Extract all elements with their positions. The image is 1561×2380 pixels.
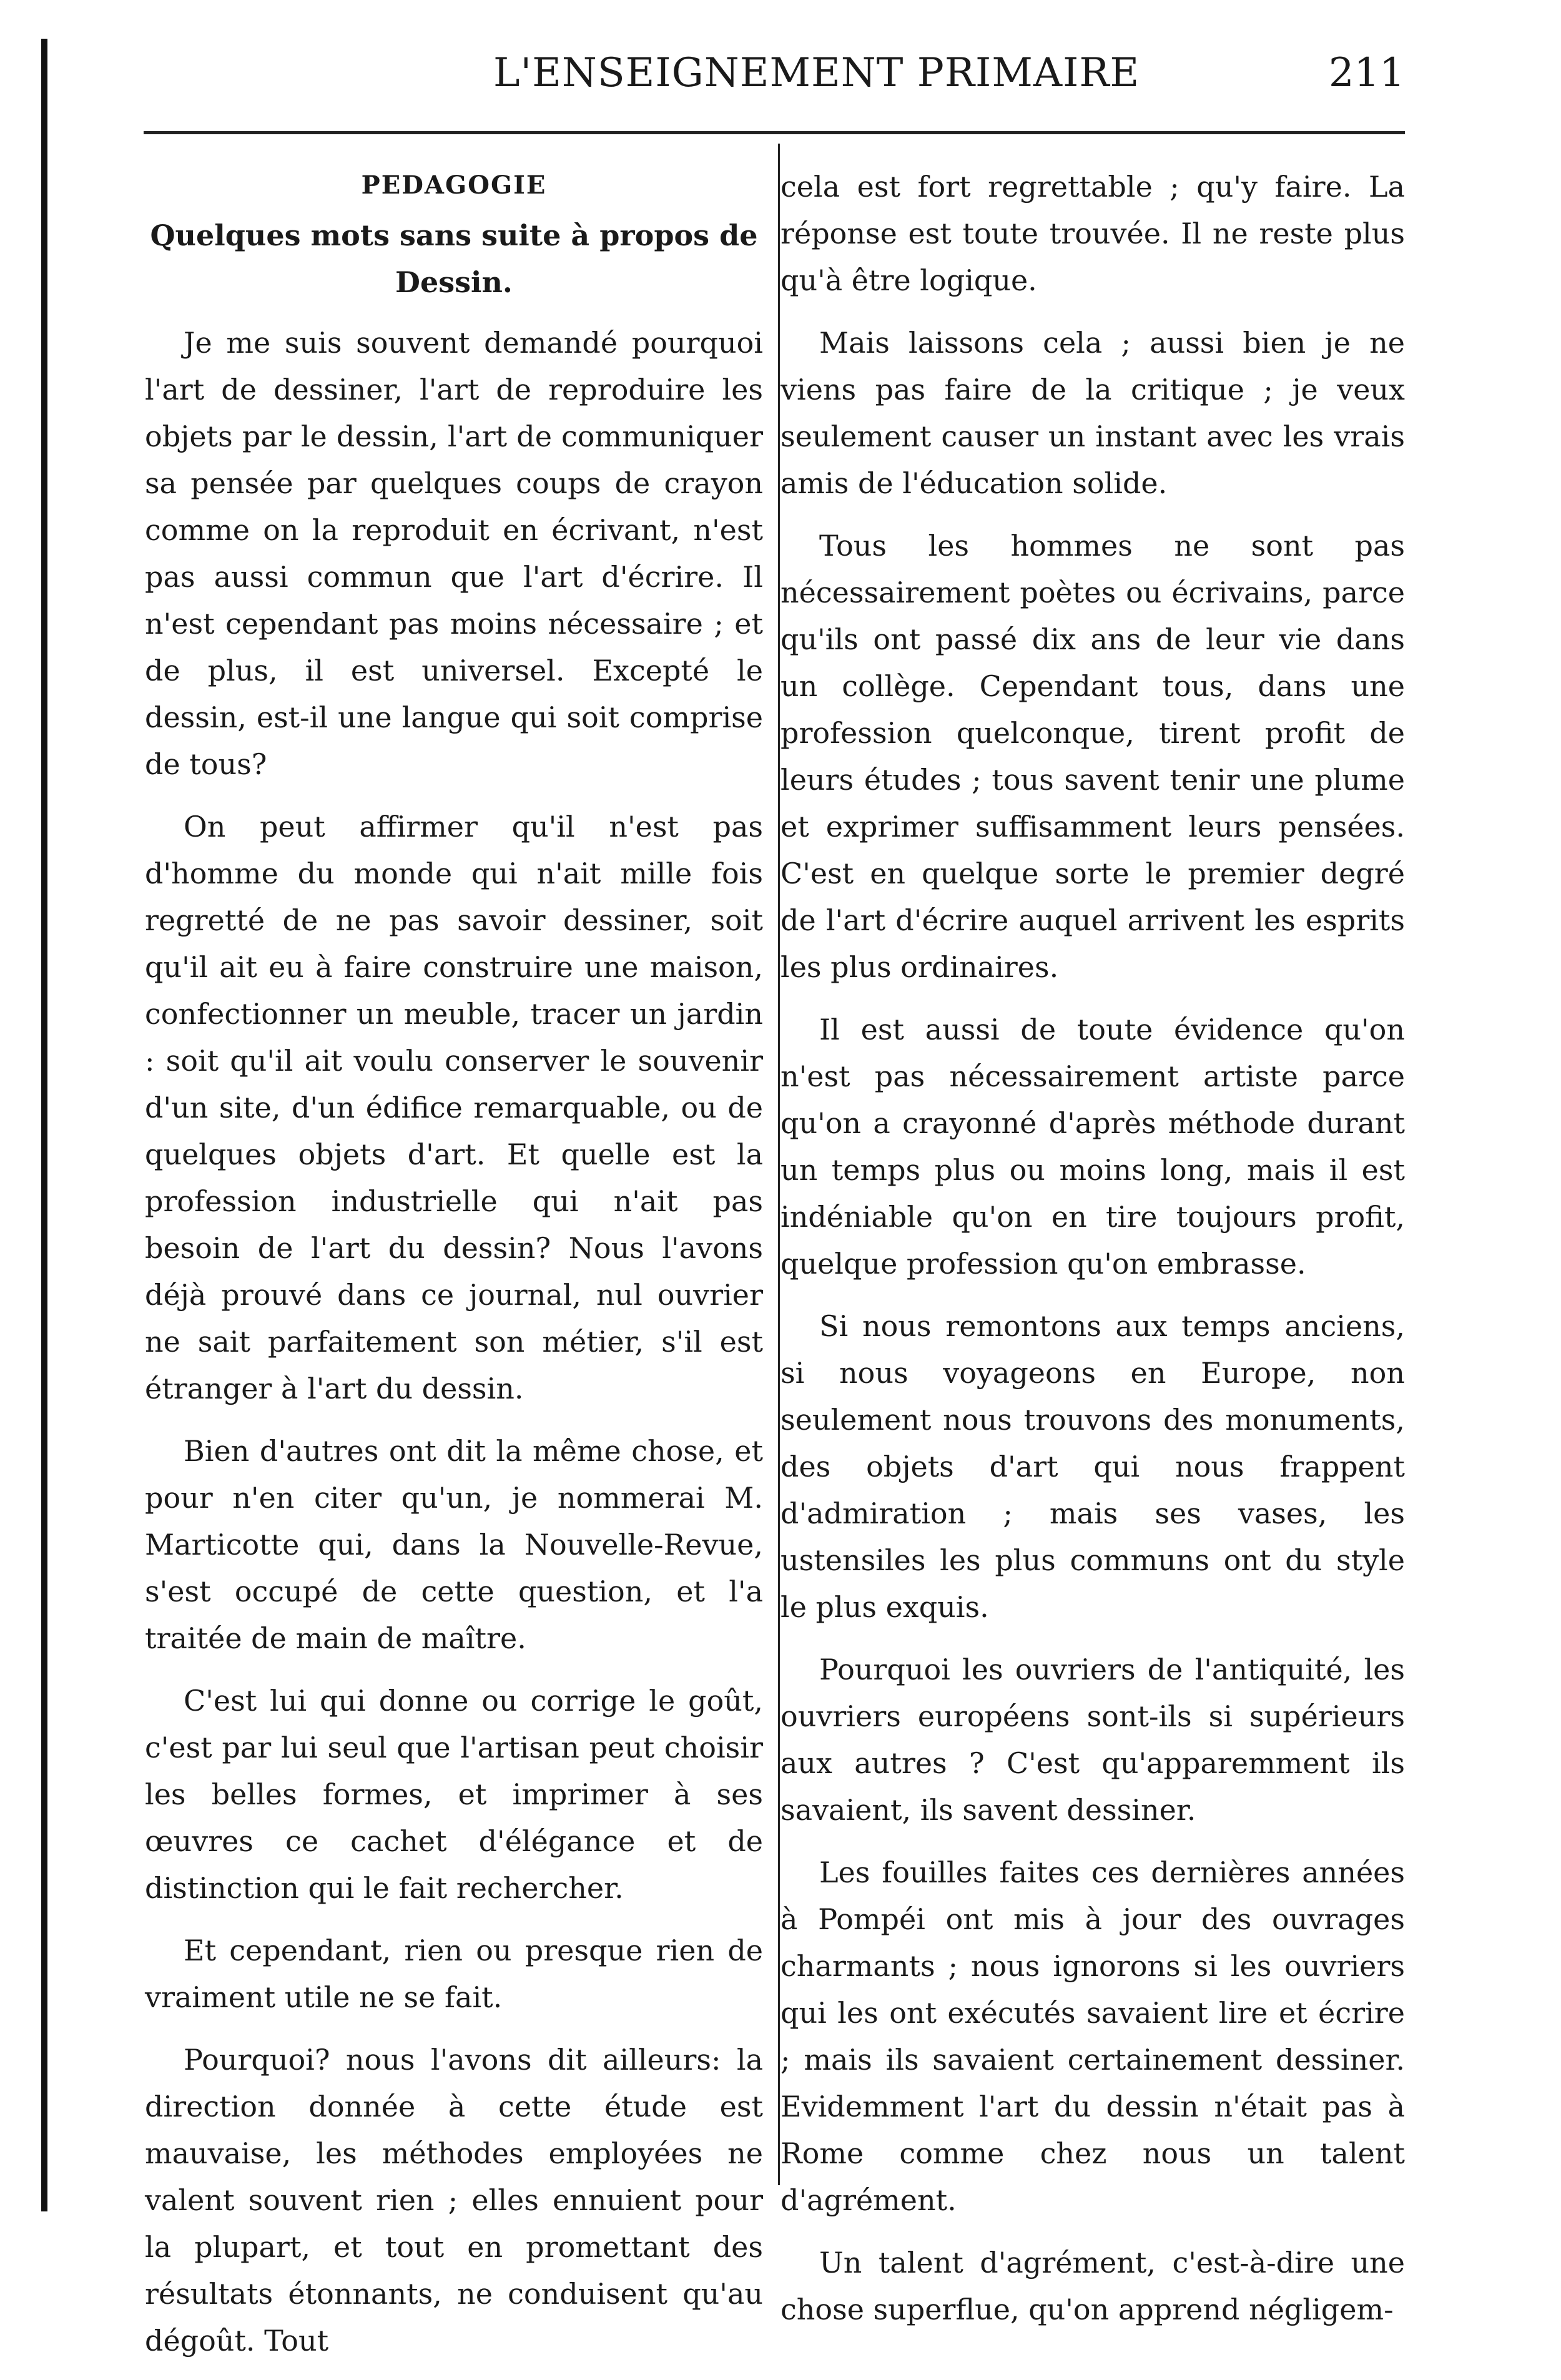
journal-title: L'ENSEIGNEMENT PRIMAIRE (493, 50, 1140, 96)
header-divider (144, 131, 1405, 134)
section-label: PEDAGOGIE (361, 170, 547, 200)
page-margin-rule (41, 39, 47, 2211)
paragraph-continued: cela est fort regrettable ; qu'y faire. La réponse est toute trouvée. Il ne reste plus qu'à être logique. (780, 170, 1405, 297)
right-column (780, 164, 1405, 2349)
page-number: 211 (1328, 50, 1405, 96)
paragraph: Tous les hommes ne sont pas nécessairement poètes ou écrivains, parce qu'ils ont passé dix ans de leur vie dans un collège. Cependant tous, dans une profession quelconque, tirent profit de leurs études ; tous savent tenir une plume et exprimer suffisamment leurs pensées. C'est en quelque sorte le premier degré de l'art d'écrire auquel arrivent les esprits les plus ordinaires. (780, 529, 1405, 984)
paragraph: C'est lui qui donne ou corrige le goût, c'est par lui seul que l'artisan peut choisir les belles formes, et imprimer à ses œuvres ce cachet d'élégance et de distinction qui le fait rechercher. (145, 1684, 763, 1905)
paragraph: Mais laissons cela ; aussi bien je ne viens pas faire de la critique ; je veux seulement causer un instant avec les vrais amis de l'éducation solide. (780, 326, 1405, 500)
article-heading: Quelques mots sans suite à propos de Dessin. (150, 219, 758, 299)
left-column (145, 164, 763, 2380)
paragraph: Un talent d'agrément, c'est-à-dire une chose superflue, qu'on apprend négligem- (780, 2246, 1405, 2326)
paragraph: Si nous remontons aux temps anciens, si nous voyageons en Europe, non seulement nous trouvons des monuments, des objets d'art qui nous frappent d'admiration ; mais ses vases, les ustensiles les plus communs ont du style le plus exquis. (780, 1309, 1405, 1624)
column-divider (778, 144, 780, 2185)
running-header (144, 37, 1405, 112)
paragraph: Je me suis souvent demandé pourquoi l'art de dessiner, l'art de reproduire les objets par le dessin, l'art de communiquer sa pensée par quelques coups de crayon comme on la reproduit en écrivant, n'est pas aussi commun que l'art d'écrire. Il n'est cependant pas moins nécessaire ; et de plus, il est universel. Excepté le dessin, est-il une langue qui soit comprise de tous? (145, 326, 763, 781)
paragraph: Pourquoi? nous l'avons dit ailleurs: la direction donnée à cette étude est mauvaise, les méthodes employées ne valent souvent rien ; elles ennuient pour la plupart, et tout en promettant des résultats étonnants, ne conduisent qu'au dégoût. Tout (145, 2043, 763, 2358)
paragraph: Et cependant, rien ou presque rien de vraiment utile ne se fait. (145, 1934, 763, 2014)
paragraph: Les fouilles faites ces dernières années à Pompéi ont mis à jour des ouvrages charmants ; nous ignorons si les ouvriers qui les ont exécutés savaient lire et écrire ; mais ils savaient certainement dessiner. Evidemment l'art du dessin n'était pas à Rome comme chez nous un talent d'agrément. (780, 1856, 1405, 2217)
paragraph: On peut affirmer qu'il n'est pas d'homme du monde qui n'ait mille fois regretté de ne pas savoir dessiner, soit qu'il ait eu à faire construire une maison, confectionner un meuble, tracer un jardin : soit qu'il ait voulu conserver le souvenir d'un site, d'un édifice remarquable, ou de quelques objets d'art. Et quelle est la profession industrielle qui n'ait pas besoin de l'art du dessin? Nous l'avons déjà prouvé dans ce journal, nul ouvrier ne sait parfaitement son métier, s'il est étranger à l'art du dessin. (145, 810, 763, 1405)
paragraph: Bien d'autres ont dit la même chose, et pour n'en citer qu'un, je nommerai M. Marticotte qui, dans la Nouvelle-Revue, s'est occupé de cette question, et l'a traitée de main de maître. (145, 1434, 763, 1655)
paragraph: Il est aussi de toute évidence qu'on n'est pas nécessairement artiste parce qu'on a crayonné d'après méthode durant un temps plus ou moins long, mais il est indéniable qu'on en tire toujours profit, quelque profession qu'on embrasse. (780, 1013, 1405, 1281)
paragraph: Pourquoi les ouvriers de l'antiquité, les ouvriers européens sont-ils si supérieurs aux autres ? C'est qu'apparemment ils savaient, ils savent dessiner. (780, 1653, 1405, 1827)
